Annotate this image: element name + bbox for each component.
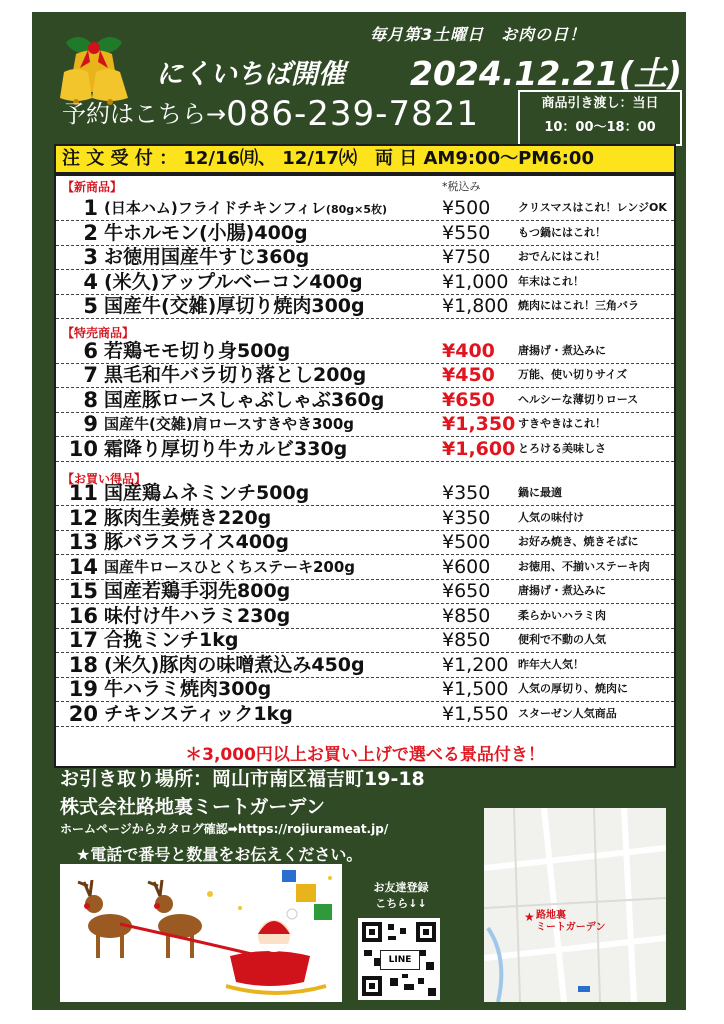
product-name xyxy=(104,339,440,363)
product-number: 16 xyxy=(68,603,98,628)
product-name-text: 牛ホルモン(小腸)400g xyxy=(104,221,308,244)
event-title: にくいちば開催 xyxy=(156,59,345,90)
product-price: ¥350 xyxy=(442,506,491,529)
product-name-text: 霜降り厚切り牛カルビ330g xyxy=(104,437,348,460)
product-note: 焼肉にはこれ！三角バラ xyxy=(518,299,639,312)
product-name xyxy=(104,677,440,701)
map-label-line1: 路地裏 xyxy=(536,910,566,921)
line-qr-code[interactable] xyxy=(358,918,440,1000)
product-number: 15 xyxy=(68,579,98,603)
product-row xyxy=(56,245,674,270)
product-number: 19 xyxy=(68,677,98,701)
product-note: お徳用、不揃いステーキ肉 xyxy=(518,559,650,573)
line-logo: LINE xyxy=(380,950,420,970)
product-note: 人気の厚切り、焼肉に xyxy=(518,682,628,695)
product-name xyxy=(104,628,440,652)
product-note: 昨年大人気！ xyxy=(518,657,584,671)
product-note: ヘルシーな薄切りロース xyxy=(518,392,639,406)
pickup-time-box xyxy=(518,90,682,146)
product-row xyxy=(56,628,674,653)
product-note: クリスマスはこれ！レンジOK xyxy=(518,201,667,214)
product-name xyxy=(104,653,440,677)
product-name-text: 国産牛(交雑)厚切り焼肉300g xyxy=(104,295,365,317)
product-name xyxy=(104,294,440,318)
map-thumbnail[interactable] xyxy=(484,808,666,1002)
product-row xyxy=(56,437,674,462)
product-row xyxy=(56,270,674,295)
product-row xyxy=(56,412,674,437)
product-price: ¥450 xyxy=(442,364,495,386)
line-friend-line1: お友達登録 xyxy=(373,881,429,894)
product-number: 2 xyxy=(83,220,98,245)
product-name-text: 若鶏モモ切り身500g xyxy=(104,339,291,362)
product-number: 3 xyxy=(83,245,98,269)
line-friend-note xyxy=(358,880,444,912)
product-name-text: お徳用国産牛すじ360g xyxy=(104,246,310,268)
line-friend-line2: こちら↓↓ xyxy=(375,897,427,910)
product-number: 9 xyxy=(83,412,98,436)
product-number: 13 xyxy=(68,530,98,554)
product-row xyxy=(56,579,674,604)
product-name-sub: (80g×5枚) xyxy=(325,203,388,216)
product-row xyxy=(56,604,674,629)
product-name-text: チキンスティック1kg xyxy=(104,702,293,725)
product-name xyxy=(104,437,440,461)
product-name xyxy=(104,221,440,245)
product-number: 11 xyxy=(68,481,98,505)
product-price: ¥550 xyxy=(442,221,491,244)
location-pin-icon: ★ xyxy=(524,910,535,924)
product-number: 20 xyxy=(68,701,98,726)
product-number: 5 xyxy=(83,294,98,318)
product-price: ¥500 xyxy=(442,197,491,219)
product-name xyxy=(104,555,440,579)
product-name-text: 国産豚ロースしゃぶしゃぶ360g xyxy=(104,388,385,411)
product-row xyxy=(56,339,674,364)
product-note: 唐揚げ・煮込みに xyxy=(518,343,606,357)
product-note: すきやきはこれ！ xyxy=(518,417,606,430)
map-label-line2: ミートガーデン xyxy=(536,922,606,933)
product-note: とろける美味しさ xyxy=(518,441,606,455)
section-special: 【特売商品】 xyxy=(62,326,135,340)
pickup-hours: 10：00〜18：00 xyxy=(544,120,656,135)
map-location-label xyxy=(536,910,606,934)
product-number: 10 xyxy=(68,436,98,461)
map-roads-icon xyxy=(484,808,666,1002)
order-period-bar: 注 文 受 付 ： 12/16㈪、 12/17㈫ 両 日 AM9:00〜PM6:00 xyxy=(54,144,676,174)
flyer xyxy=(32,12,686,1010)
section-new: 【新商品】 xyxy=(62,180,123,194)
product-number: 14 xyxy=(68,554,98,579)
product-note: 鍋に最適 xyxy=(518,486,562,499)
product-note: 柔らかいハラミ肉 xyxy=(518,608,606,622)
prize-note: ＊3,000円以上お買い上げで選べる景品付き！ xyxy=(185,745,545,765)
product-price: ¥1,500 xyxy=(442,678,509,700)
company-name: 株式会社路地裏ミートガーデン xyxy=(60,796,326,818)
product-price: ¥750 xyxy=(442,246,491,268)
product-price: ¥1,000 xyxy=(442,270,509,293)
product-note: 人気の味付け xyxy=(518,510,584,524)
product-row xyxy=(56,677,674,702)
product-name xyxy=(104,196,440,222)
product-row xyxy=(56,653,674,678)
product-name xyxy=(104,579,440,603)
product-name-text: (米久)豚肉の味噌煮込み450g xyxy=(104,653,365,676)
product-number: 8 xyxy=(83,387,98,412)
phone-number[interactable]: 086-239-7821 xyxy=(226,94,479,134)
product-row xyxy=(56,555,674,580)
product-name-text: 国産若鶏手羽先800g xyxy=(104,580,291,602)
product-price: ¥1,200 xyxy=(442,653,509,676)
product-list xyxy=(54,174,676,768)
product-name xyxy=(104,363,440,387)
product-name xyxy=(104,481,440,505)
product-price: ¥1,600 xyxy=(442,437,516,460)
product-name xyxy=(104,270,440,294)
product-number: 4 xyxy=(83,269,98,294)
product-price: ¥850 xyxy=(442,604,491,627)
product-name-text: 合挽ミンチ1kg xyxy=(104,629,239,651)
pickup-label: 商品引き渡し：当日 xyxy=(541,96,659,111)
product-name-text: 味付け牛ハラミ230g xyxy=(104,604,291,627)
reservation-label: 予約はこちら→ xyxy=(62,100,227,128)
product-row xyxy=(56,196,674,221)
product-name-text: 豚肉生姜焼き220g xyxy=(104,506,272,529)
product-price: ¥650 xyxy=(442,580,491,602)
product-price: ¥1,800 xyxy=(442,295,509,317)
tax-note: *税込み xyxy=(442,180,481,193)
product-number: 12 xyxy=(68,505,98,530)
product-name-text: (日本ハム)フライドチキンフィレ xyxy=(104,199,326,217)
product-name xyxy=(104,702,440,726)
product-number: 6 xyxy=(83,338,98,363)
product-price: ¥600 xyxy=(442,555,491,578)
product-row xyxy=(56,481,674,506)
product-row xyxy=(56,363,674,388)
product-name-text: 豚バラスライス400g xyxy=(104,531,289,553)
product-number: 18 xyxy=(68,652,98,677)
event-date: 2024.12.21(土) xyxy=(410,54,682,93)
product-name xyxy=(104,245,440,269)
product-price: ¥400 xyxy=(442,339,495,362)
homepage-link[interactable]: ホームページからカタログ確認➡https://rojiurameat.jp/ xyxy=(60,822,389,836)
product-number: 17 xyxy=(68,628,98,652)
product-price: ¥850 xyxy=(442,629,491,651)
product-price: ¥1,350 xyxy=(442,413,516,435)
product-note: お好み焼き、焼きそばに xyxy=(518,535,639,548)
product-name xyxy=(104,530,440,554)
monthly-note: 毎月第3土曜日 お肉の日！ xyxy=(370,25,587,44)
product-name-text: 黒毛和牛バラ切り落とし200g xyxy=(104,364,367,386)
product-name xyxy=(104,604,440,628)
product-row xyxy=(56,506,674,531)
product-name xyxy=(104,412,440,436)
pickup-address: お引き取り場所：岡山市南区福吉町19-18 xyxy=(60,768,425,790)
product-note: 年末はこれ！ xyxy=(518,274,584,288)
reservation-line xyxy=(62,94,479,134)
product-price: ¥350 xyxy=(442,482,491,504)
product-note: もつ鍋にはこれ！ xyxy=(518,225,606,239)
product-name xyxy=(104,388,440,412)
product-note: 万能、使い切りサイズ xyxy=(518,368,628,381)
product-number: 1 xyxy=(83,196,98,220)
reindeer-santa-sleigh-illustration xyxy=(60,864,342,1002)
product-name-text: 国産牛ロースひとくちステーキ200g xyxy=(104,557,355,576)
product-note: スターゼン人気商品 xyxy=(518,706,617,720)
product-name-text: 国産鶏ムネミンチ500g xyxy=(104,482,310,504)
product-row xyxy=(56,702,674,727)
product-price: ¥650 xyxy=(442,388,495,411)
product-row xyxy=(56,221,674,246)
product-name-text: (米久)アップルベーコン400g xyxy=(104,270,363,293)
product-price: ¥500 xyxy=(442,531,491,553)
product-row xyxy=(56,530,674,555)
product-note: おでんにはこれ！ xyxy=(518,250,606,263)
product-note: 唐揚げ・煮込みに xyxy=(518,584,606,597)
product-row xyxy=(56,388,674,413)
product-row xyxy=(56,294,674,319)
product-name-text: 国産牛(交雑)肩ロースすきやき300g xyxy=(104,415,355,433)
section-bargain: 【お買い得品】 xyxy=(62,472,147,486)
product-name xyxy=(104,506,440,530)
product-note: 便利で不動の人気 xyxy=(518,633,606,646)
product-number: 7 xyxy=(83,363,98,387)
product-name-text: 牛ハラミ焼肉300g xyxy=(104,678,272,700)
phone-instruction: ★電話で番号と数量をお伝えください。 xyxy=(76,845,363,864)
product-price: ¥1,550 xyxy=(442,702,509,725)
